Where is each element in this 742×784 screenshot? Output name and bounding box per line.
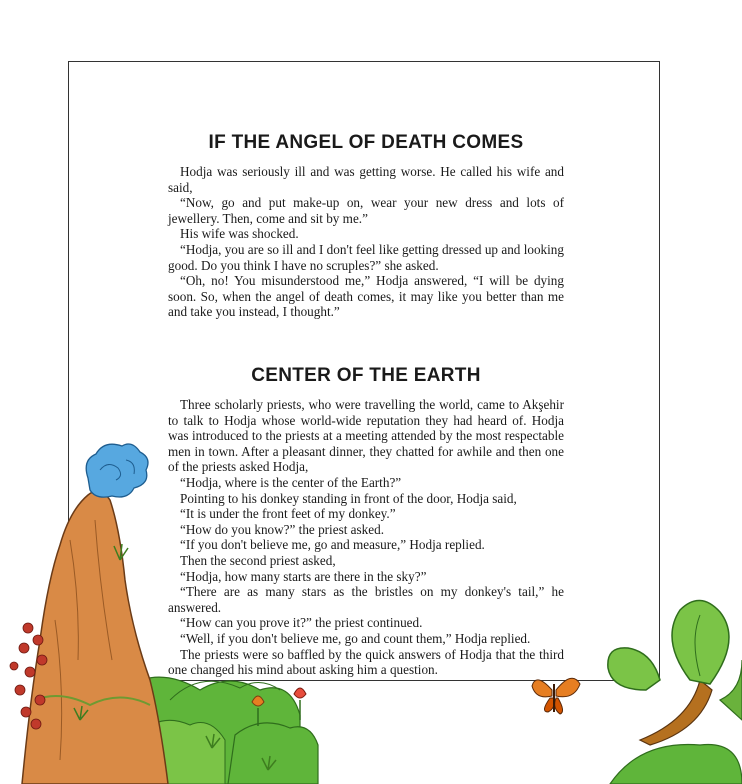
paragraph: “How do you know?” the priest asked. bbox=[180, 521, 384, 537]
story-body bbox=[168, 397, 564, 678]
paragraph: “It is under the front feet of my donkey.” bbox=[180, 506, 396, 522]
rock-hill bbox=[22, 491, 168, 784]
paragraph: His wife was shocked. bbox=[180, 226, 299, 242]
story-angel-of-death bbox=[168, 132, 564, 320]
blue-swirl-cloud bbox=[86, 444, 148, 497]
paragraph: “Oh, no! You misunderstood me,” Hodja answered, “I will be dying soon. So, when the angel of death comes, it may like you better than me and take you instead, I thought.” bbox=[168, 273, 564, 320]
butterfly bbox=[532, 678, 580, 714]
story-title: CENTER OF THE EARTH bbox=[251, 365, 481, 386]
paragraph: “If you don't believe me, go and measure,” Hodja replied. bbox=[180, 537, 485, 553]
paragraph: Then the second priest asked, bbox=[180, 552, 336, 568]
story-center-of-the-earth bbox=[168, 365, 564, 678]
paragraph: “Hodja, where is the center of the Earth?” bbox=[180, 474, 402, 490]
paragraph: Hodja was seriously ill and was getting worse. He called his wife and said, bbox=[168, 164, 564, 195]
right-tree bbox=[608, 600, 742, 784]
paragraph: “How can you prove it?” the priest continued. bbox=[180, 615, 423, 631]
paragraph: “Now, go and put make-up on, wear your new dress and lots of jewellery. Then, come and sit by me.” bbox=[168, 195, 564, 226]
paragraph: The priests were so baffled by the quick answers of Hodja that the third one changed his mind about asking him a question. bbox=[168, 646, 564, 678]
paragraph: Three scholarly priests, who were travelling the world, came to Akşehir to talk to Hodja whose world-wide reputation they had heard of. Hodja was introduced to the priests at a meeting attended by the most respectable men in town. After a pleasant dinner, they chatted for awhile and then one of the priests asked Hodja, bbox=[168, 397, 564, 475]
paragraph: “Hodja, you are so ill and I don't feel like getting dressed up and looking good. Do you think I have no scruples?” she asked. bbox=[168, 241, 564, 273]
story-body bbox=[168, 164, 564, 320]
paragraph: “Well, if you don't believe me, go and count them,” Hodja replied. bbox=[180, 630, 531, 646]
story-title: IF THE ANGEL OF DEATH COMES bbox=[208, 132, 524, 153]
paragraph: “There are as many stars as the bristles on my donkey's tail,” he answered. bbox=[168, 584, 564, 615]
paragraph: “Hodja, how many starts are there in the sky?” bbox=[180, 568, 427, 584]
paragraph: Pointing to his donkey standing in front of the door, Hodja said, bbox=[180, 490, 517, 506]
